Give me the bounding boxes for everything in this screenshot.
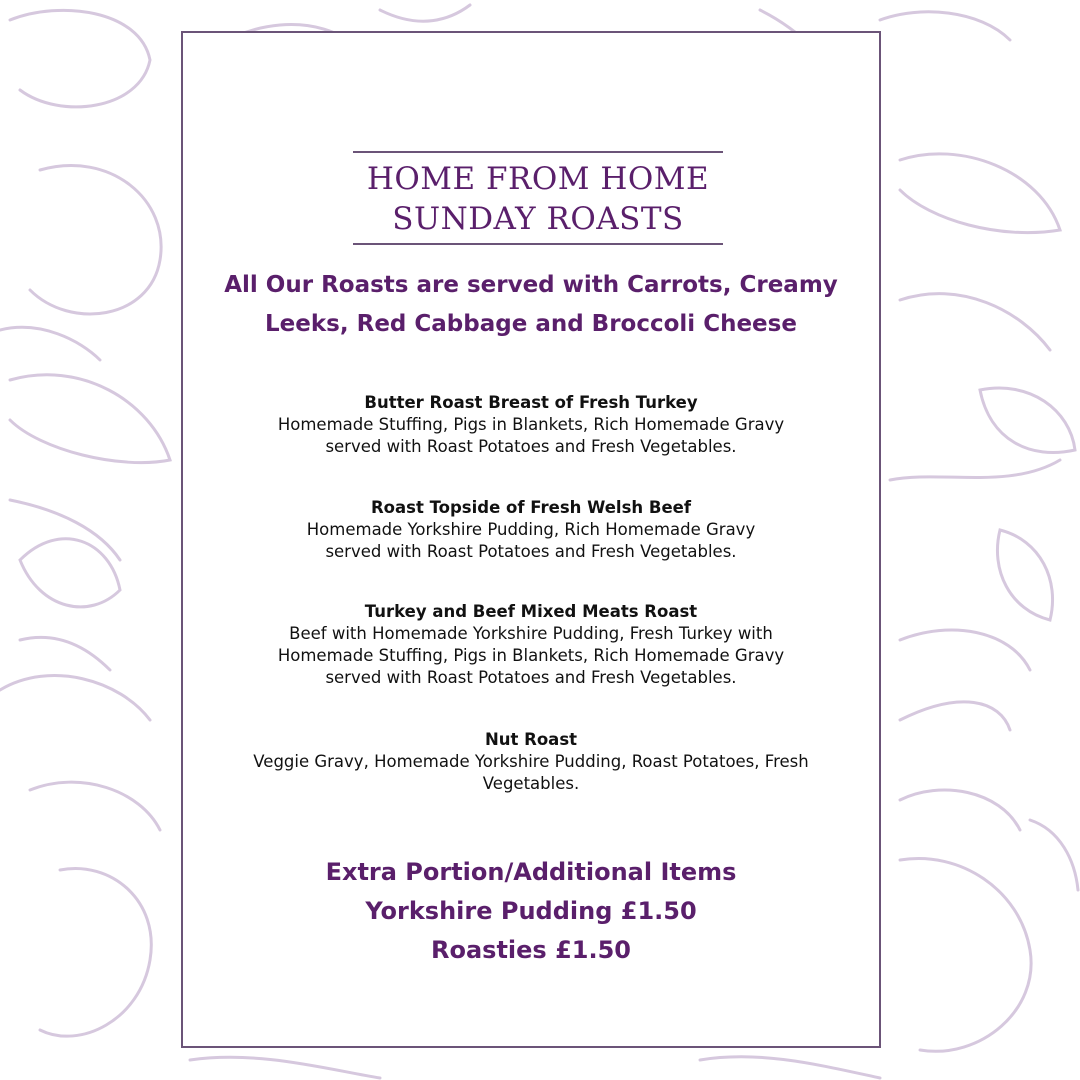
dish-description: served with Roast Potatoes and Fresh Vegetables. [325, 668, 737, 687]
menu-title [353, 151, 723, 245]
dish-description: Homemade Stuffing, Pigs in Blankets, Rich Homemade Gravy [277, 415, 785, 434]
drumstick-sketch [40, 868, 151, 1036]
extra-item: Yorkshire Pudding £1.50 [365, 897, 697, 925]
dish-description: Homemade Yorkshire Pudding, Rich Homemade Gravy [306, 520, 756, 539]
fruit-sketch [30, 166, 161, 314]
leaf-sketch [10, 10, 150, 107]
dish-description: Veggie Gravy, Homemade Yorkshire Pudding, Roast Potatoes, Fresh Vegetables. [253, 752, 809, 793]
title-bottom-rule [353, 243, 723, 245]
menu-card [181, 31, 881, 1048]
leaf-sketch [900, 702, 1010, 730]
dish-name: Roast Topside of Fresh Welsh Beef [370, 498, 692, 517]
dish-turkey [203, 392, 859, 458]
leaf-sketch [0, 676, 150, 720]
extra-item: Roasties £1.50 [431, 936, 631, 964]
extras-section [203, 853, 859, 970]
dish-mixed-meats [203, 601, 859, 689]
dish-description: served with Roast Potatoes and Fresh Vegetables. [325, 542, 737, 561]
dish-description: Beef with Homemade Yorkshire Pudding, Fresh Turkey with [289, 624, 773, 643]
leaf-sketch [900, 630, 1030, 670]
dish-description: served with Roast Potatoes and Fresh Vegetables. [325, 437, 737, 456]
leaf-sketch [900, 154, 1060, 233]
dish-beef [203, 497, 859, 563]
leaf-sketch [890, 460, 1060, 480]
dish-name: Butter Roast Breast of Fresh Turkey [364, 393, 698, 412]
title-line-2: SUNDAY ROASTS [392, 201, 684, 237]
leaf-sketch [900, 790, 1020, 830]
dish-description: Homemade Stuffing, Pigs in Blankets, Rich Homemade Gravy [277, 646, 785, 665]
dish-name: Turkey and Beef Mixed Meats Roast [364, 602, 698, 621]
drumstick-sketch [900, 858, 1031, 1051]
leaf-sketch [997, 530, 1052, 620]
leaf-sketch [30, 782, 160, 830]
leaf-sketch [20, 539, 120, 607]
leaf-sketch [10, 375, 170, 463]
leaf-sketch [980, 388, 1075, 452]
leaf-sketch [900, 294, 1050, 350]
dish-name: Nut Roast [484, 730, 578, 749]
dish-nut-roast [233, 729, 829, 795]
title-line-1: HOME FROM HOME [366, 161, 710, 197]
extras-heading: Extra Portion/Additional Items [325, 858, 737, 886]
served-with-note: All Our Roasts are served with Carrots, Creamy Leeks, Red Cabbage and Broccoli Cheese [224, 272, 838, 337]
